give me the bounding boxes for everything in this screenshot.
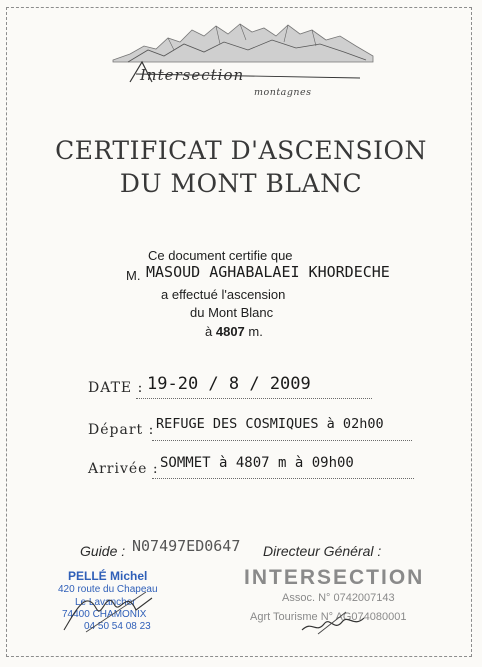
altitude-value: 4807: [215, 324, 245, 339]
intersection-logo: [108, 16, 378, 108]
mountain-text: du Mont Blanc: [190, 305, 274, 320]
depart-label: Départ :: [88, 422, 155, 438]
director-signature-icon: [298, 598, 368, 640]
date-label: DATE :: [88, 380, 144, 396]
intro-text: Ce document certifie que: [148, 248, 293, 263]
certificate-title-line2: DU MONT BLANC: [119, 169, 363, 198]
company-stamp-agrt: Agrt Tourisme N° AG074080001: [250, 611, 407, 623]
guide-stamp-address2: Le Lavancher: [75, 597, 136, 608]
certificate-title-line1: CERTIFICAT D'ASCENSION: [55, 136, 427, 165]
guide-stamp-phone: 04 50 54 08 23: [84, 621, 151, 632]
guide-signature-icon: [56, 580, 166, 640]
name-prefix: M.: [126, 268, 141, 283]
logo-brand-text: Intersection: [140, 66, 245, 84]
altitude-unit: m.: [248, 324, 263, 339]
ascension-text: a effectué l'ascension: [161, 287, 286, 302]
arrivee-label: Arrivée :: [88, 461, 159, 477]
guide-stamp-address3: 74400 CHAMONIX: [62, 609, 147, 620]
altitude-line: [205, 324, 263, 339]
guide-stamp-address1: 420 route du Chapeau: [58, 584, 158, 595]
date-underline: [136, 398, 372, 399]
guide-code: N07497ED0647: [132, 537, 241, 555]
mountain-range-icon: [108, 16, 378, 108]
depart-underline: [152, 440, 412, 441]
guide-label: Guide :: [80, 543, 126, 559]
company-stamp-name: INTERSECTION: [244, 566, 425, 589]
guide-stamp-name: PELLÉ Michel: [68, 569, 148, 583]
arrivee-value: SOMMET à 4807 m à 09h00: [160, 455, 354, 471]
arrivee-underline: [152, 478, 414, 479]
date-value: 19-20 / 8 / 2009: [147, 374, 311, 394]
director-label: Directeur Général :: [263, 543, 382, 559]
climber-name: MASOUD AGHABALAEI KHORDECHE: [146, 263, 390, 281]
company-stamp-assoc: Assoc. N° 0742007143: [282, 592, 395, 604]
depart-value: REFUGE DES COSMIQUES à 02h00: [156, 416, 384, 432]
altitude-prefix: à: [205, 324, 213, 339]
logo-tagline: montagnes: [254, 87, 312, 98]
